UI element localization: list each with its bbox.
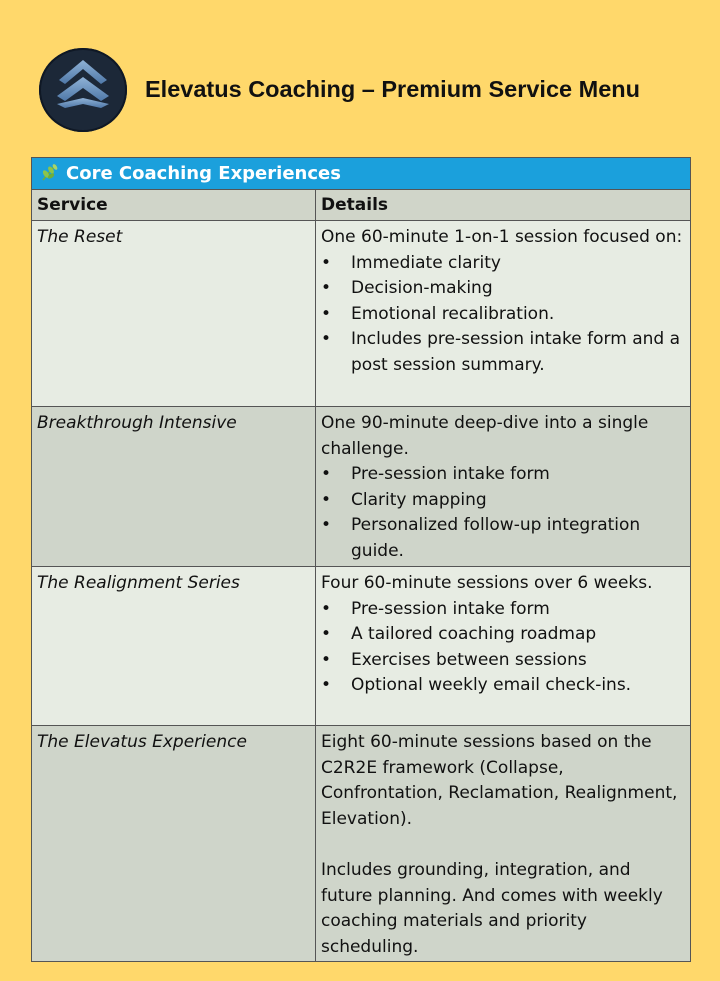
list-item: • Emotional recalibration. xyxy=(321,302,684,328)
service-details xyxy=(316,221,690,406)
list-item: • Pre-session intake form xyxy=(321,597,684,623)
table-row xyxy=(32,566,690,725)
section-header xyxy=(32,157,690,189)
service-details xyxy=(316,407,690,566)
service-menu-table xyxy=(31,157,691,962)
table-row xyxy=(32,725,690,961)
details-list xyxy=(321,251,684,379)
list-item: • Exercises between sessions xyxy=(321,648,684,674)
list-item: • Clarity mapping xyxy=(321,488,684,514)
leaf-icon xyxy=(40,161,60,192)
details-list xyxy=(321,462,684,564)
service-name: Breakthrough Intensive xyxy=(32,407,316,566)
service-name: The Reset xyxy=(32,221,316,406)
table-header-row xyxy=(32,189,690,220)
elevatus-logo-icon xyxy=(39,48,127,132)
section-title: Core Coaching Experiences xyxy=(66,163,341,184)
column-header-service: Service xyxy=(32,190,316,220)
page-title: Elevatus Coaching – Premium Service Menu xyxy=(145,76,640,102)
service-name: The Elevatus Experience xyxy=(32,726,316,961)
details-note: Includes grounding, integration, and future planning. And comes with weekly coaching materials and priority scheduling. xyxy=(321,859,663,957)
list-item: • Optional weekly email check-ins. xyxy=(321,673,684,699)
list-item: • A tailored coaching roadmap xyxy=(321,622,684,648)
details-intro: One 60-minute 1-on-1 session focused on: xyxy=(321,227,683,247)
service-name: The Realignment Series xyxy=(32,567,316,725)
details-intro: Eight 60-minute sessions based on the C2R2E framework (Collapse, Confrontation, Reclamation, Realignment, Elevation). xyxy=(321,732,678,829)
service-details xyxy=(316,726,690,961)
list-item: • Decision-making xyxy=(321,276,684,302)
details-intro: Four 60-minute sessions over 6 weeks. xyxy=(321,573,653,593)
table-row xyxy=(32,220,690,406)
table-row xyxy=(32,406,690,566)
list-item: • Immediate clarity xyxy=(321,251,684,277)
details-list xyxy=(321,597,684,699)
list-item: • Pre-session intake form xyxy=(321,462,684,488)
column-header-details: Details xyxy=(321,195,389,215)
service-details xyxy=(316,567,690,725)
list-item: • Includes pre-session intake form and a post session summary. xyxy=(321,327,684,378)
details-intro: One 90-minute deep-dive into a single challenge. xyxy=(321,413,649,459)
list-item: • Personalized follow-up integration guide. xyxy=(321,513,684,564)
